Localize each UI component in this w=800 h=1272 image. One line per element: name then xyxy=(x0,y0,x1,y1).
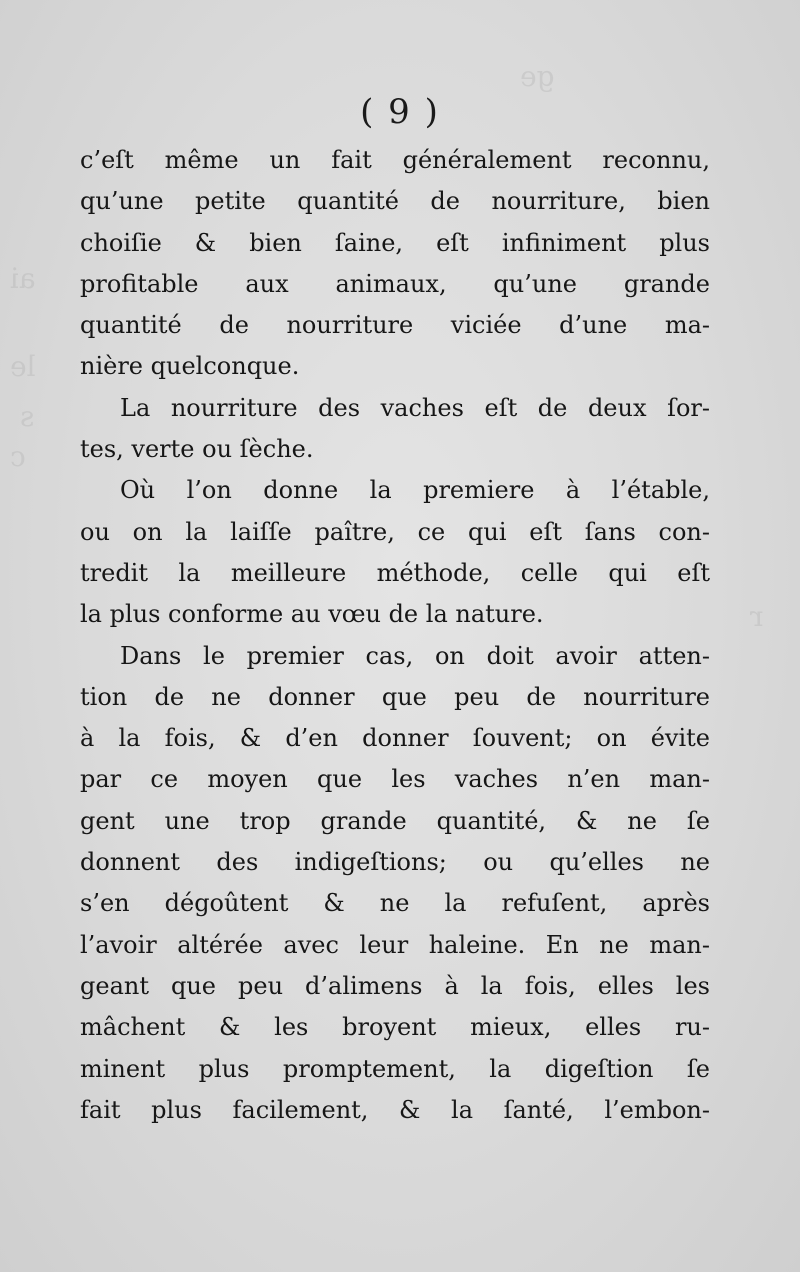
text-line: la plus conforme au vœu de la nature. xyxy=(80,600,544,629)
text-line: choiſie & bien ſaine, eſt infiniment plus xyxy=(80,228,710,257)
text-line: Où l’on donne la premiere à l’étable, xyxy=(120,476,710,505)
text-line: gent une trop grande quantité, & ne ſe xyxy=(80,806,710,835)
show-through-text: ge ai le s c r xyxy=(10,60,764,633)
text-line: La nourriture des vaches eſt de deux ſor- xyxy=(120,393,710,422)
page-body xyxy=(80,140,710,1131)
text-line: qu’une petite quantité de nourriture, bien xyxy=(80,187,710,216)
text-line: minent plus promptement, la digeſtion ſe xyxy=(80,1054,710,1083)
text-line: à la fois, & d’en donner ſouvent; on évite xyxy=(80,724,710,753)
text-line: l’avoir altérée avec leur haleine. En ne man- xyxy=(80,930,710,959)
text-line: nière quelconque. xyxy=(80,352,300,381)
text-line: par ce moyen que les vaches n’en man- xyxy=(80,765,710,794)
text-line: mâchent & les broyent mieux, elles ru- xyxy=(80,1013,710,1042)
text-line: Dans le premier cas, on doit avoir atten- xyxy=(120,641,710,670)
text-line: tredit la meilleure méthode, celle qui eſt xyxy=(80,558,710,587)
text-line: donnent des indigeſtions; ou qu’elles ne xyxy=(80,848,710,877)
text-line: c’eſt même un fait généralement reconnu, xyxy=(80,146,710,174)
text-line: fait plus facilement, & la ſanté, l’embon- xyxy=(80,1095,710,1124)
text-line: s’en dégoûtent & ne la refuſent, après xyxy=(80,889,710,918)
text-line: tes, verte ou ſèche. xyxy=(80,435,314,464)
page-number: ( 9 ) xyxy=(360,92,440,132)
text-line: ou on la laiſſe paître, ce qui eſt ſans con- xyxy=(80,517,710,546)
text-line: tion de ne donner que peu de nourriture xyxy=(80,682,710,711)
text-line: profitable aux animaux, qu’une grande xyxy=(80,269,710,298)
text-line: quantité de nourriture viciée d’une ma- xyxy=(80,311,710,340)
text-line: geant que peu d’alimens à la fois, elles les xyxy=(80,971,710,1000)
